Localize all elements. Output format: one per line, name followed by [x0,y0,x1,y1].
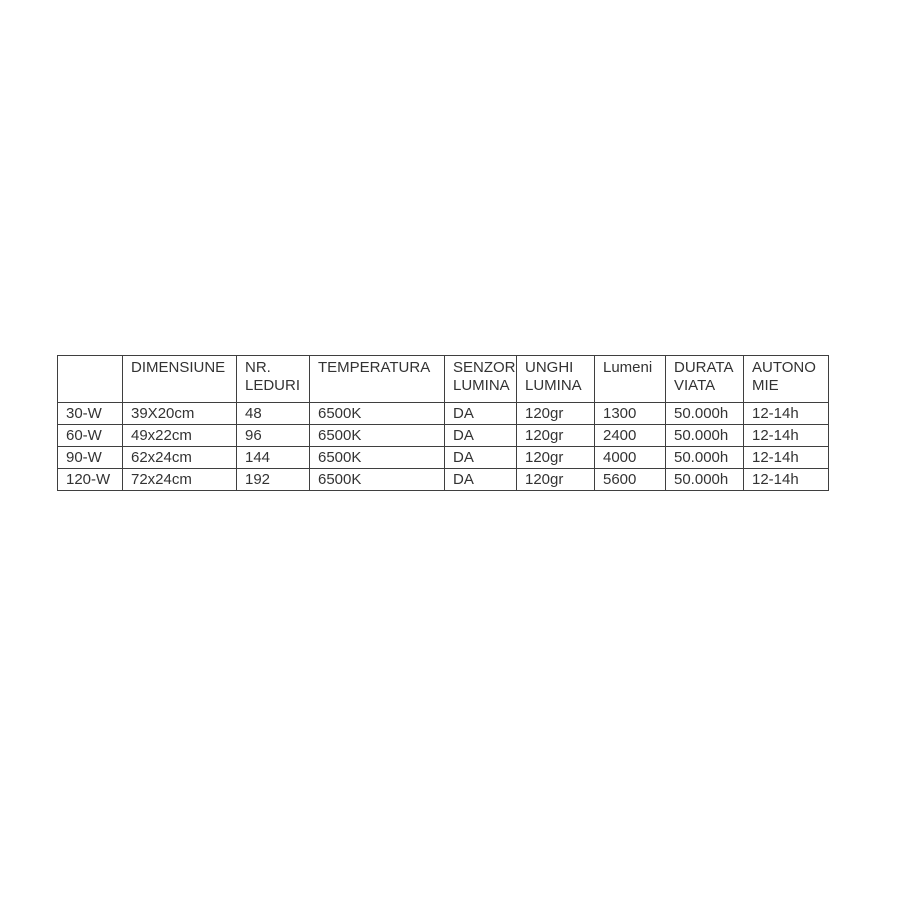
spec-table-body [58,403,829,491]
table-cell: 2400 [595,425,666,447]
table-cell: 12-14h [744,403,829,425]
header-cell-line: SENZOR [453,359,516,376]
header-cell-line: DIMENSIUNE [131,359,226,376]
table-cell: DA [445,469,517,491]
header-cell-line: AUTONO [752,359,816,376]
table-cell: 120gr [517,425,595,447]
table-cell: 120gr [517,403,595,425]
product-spec-table [57,355,829,491]
table-row [58,425,829,447]
header-cell [237,356,310,403]
header-cell [666,356,744,403]
header-cell-line: NR. [245,359,271,376]
table-cell: 1300 [595,403,666,425]
header-cell-line: UNGHI [525,359,574,376]
table-cell: 60-W [58,425,123,447]
table-row [58,447,829,469]
header-cell [517,356,595,403]
header-cell-line: LUMINA [453,377,510,394]
table-cell: 50.000h [666,469,744,491]
header-cell-line: DURATA [674,359,734,376]
header-cell-line: Lumeni [603,359,653,376]
table-cell: 120gr [517,469,595,491]
table-cell: 6500K [310,425,445,447]
table-cell: 6500K [310,447,445,469]
header-cell-line [66,359,116,377]
table-row [58,403,829,425]
table-cell: 12-14h [744,469,829,491]
header-cell [744,356,829,403]
header-cell-line: MIE [752,377,779,394]
header-cell [310,356,445,403]
header-row [58,356,829,403]
table-cell: 4000 [595,447,666,469]
header-cell-line: TEMPERATURA [318,359,431,376]
table-cell: 39X20cm [123,403,237,425]
spec-table-header [58,356,829,403]
table-cell: 49x22cm [123,425,237,447]
table-cell: 6500K [310,469,445,491]
table-cell: 120gr [517,447,595,469]
header-cell-line [603,377,659,395]
header-cell [58,356,123,403]
table-cell: 12-14h [744,425,829,447]
table-cell: 5600 [595,469,666,491]
header-cell [123,356,237,403]
header-cell [595,356,666,403]
table-cell: 30-W [58,403,123,425]
table-cell: 144 [237,447,310,469]
table-cell: 50.000h [666,447,744,469]
table-cell: 120-W [58,469,123,491]
header-cell-line [131,377,230,395]
table-cell: 50.000h [666,403,744,425]
table-row [58,469,829,491]
header-cell-line [66,377,116,395]
header-cell [445,356,517,403]
header-cell-line [318,377,438,395]
header-cell-line: VIATA [674,377,716,394]
table-cell: 62x24cm [123,447,237,469]
table-cell: 192 [237,469,310,491]
header-cell-line: LUMINA [525,377,582,394]
table-cell: 72x24cm [123,469,237,491]
table-cell: DA [445,447,517,469]
table-cell: 48 [237,403,310,425]
table-cell: DA [445,403,517,425]
header-cell-line: LEDURI [245,377,301,394]
table-cell: 6500K [310,403,445,425]
table-cell: 12-14h [744,447,829,469]
table-cell: DA [445,425,517,447]
table-cell: 96 [237,425,310,447]
table-cell: 50.000h [666,425,744,447]
table-cell: 90-W [58,447,123,469]
